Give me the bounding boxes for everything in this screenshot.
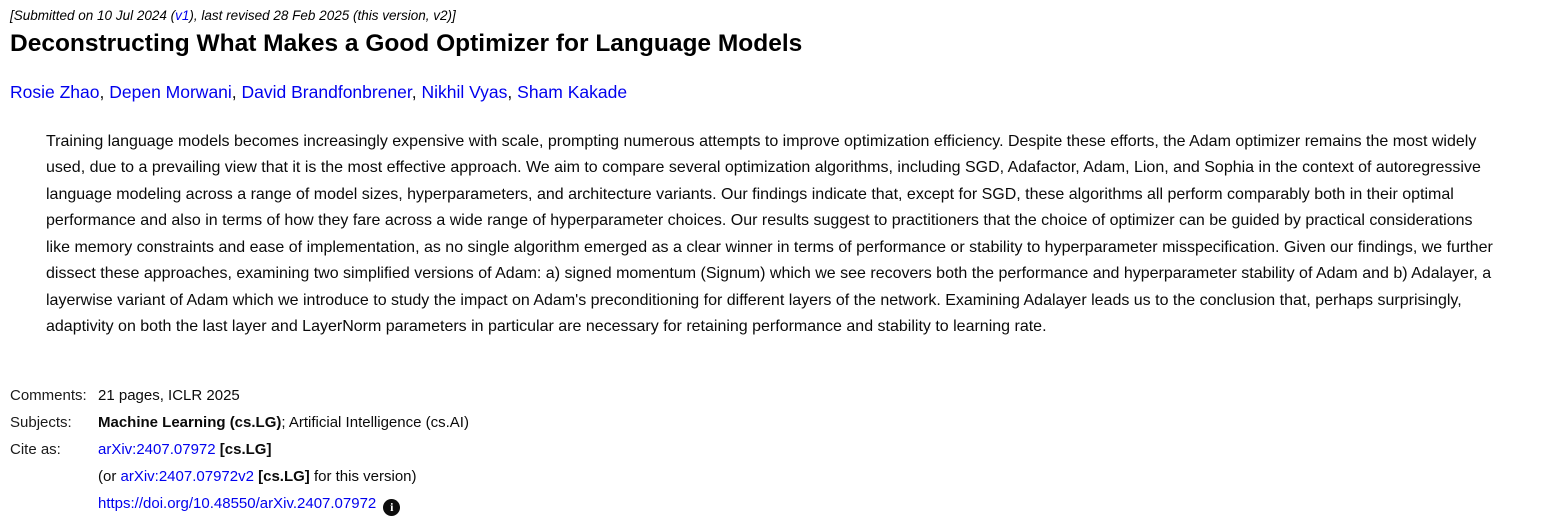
dateline-prefix: [Submitted on 10 Jul 2024 ( — [10, 8, 176, 23]
cite-version-suffix: for this version) — [309, 467, 417, 485]
dateline-suffix: ), last revised 28 Feb 2025 (this version, v2)] — [189, 8, 456, 23]
info-icon[interactable]: i — [383, 499, 400, 516]
author-separator: , — [231, 81, 242, 102]
comments-row — [10, 387, 469, 414]
abstract-text: Training language models becomes increasingly expensive with scale, prompting numerous attempts to improve optimization efficiency. Despite these efforts, the Adam optimizer remains the most widely used, due to a prevailing view that it is the most effective approach. We aim to compare several optimization algorithms, including SGD, Adafactor, Adam, Lion, and Sophia in the context of autoregressive language modeling across a range of model sizes, hyperparameters, and architecture variants. Our findings indicate that, except for SGD, these algorithms all perform comparably both in their optimal performance and also in terms of how they fare across a wide range of hyperparameter choices. Our results suggest to practitioners that the choice of optimizer can be guided by practical considerations like memory constraints and ease of implementation, as no single algorithm emerged as a clear winner in terms of performance or stability to hyperparameter misspecification. Given our findings, we further dissect these approaches, examining two simplified versions of Adam: a) signed momentum (Signum) which we see recovers both the performance and hyperparameter stability of Adam and b) Adalayer, a layerwise variant of Adam which we introduce to study the impact on Adam's preconditioning for different layers of the network. Examining Adalayer leads us to the conclusion that, perhaps surprisingly, adaptivity on both the last layer and LayerNorm parameters in particular are necessary for retaining performance and stability to learning rate. — [46, 132, 1493, 336]
v1-link[interactable]: v1 — [175, 8, 190, 23]
subjects-row — [10, 414, 469, 441]
cite-version-prefix: (or — [98, 467, 121, 485]
author-link-david-brandfonbrener[interactable]: David Brandfonbrener — [241, 81, 412, 102]
cite-as-row — [10, 441, 469, 468]
cite-category: [cs.LG] — [219, 440, 272, 458]
author-link-depen-morwani[interactable]: Depen Morwani — [109, 81, 232, 102]
authors-line — [10, 82, 1552, 103]
arxiv-id-link[interactable]: arXiv:2407.07972 — [98, 440, 216, 458]
author-link-sham-kakade[interactable]: Sham Kakade — [517, 81, 628, 102]
subjects-value — [98, 414, 469, 441]
cite-as-label: Cite as: — [10, 440, 61, 458]
secondary-subjects: ; Artificial Intelligence (cs.AI) — [281, 413, 469, 431]
author-link-rosie-zhao[interactable]: Rosie Zhao — [10, 81, 100, 102]
cite-version-label-spacer — [10, 468, 98, 495]
doi-label-spacer — [10, 495, 98, 525]
doi-value — [98, 495, 469, 525]
cite-version-category: [cs.LG] — [258, 467, 310, 485]
submission-history — [10, 8, 1552, 23]
author-separator: , — [99, 81, 110, 102]
comments-value: 21 pages, ICLR 2025 — [98, 386, 240, 404]
doi-link[interactable]: https://doi.org/10.48550/arXiv.2407.07972 — [98, 494, 377, 512]
author-link-nikhil-vyas[interactable]: Nikhil Vyas — [421, 81, 508, 102]
author-separator: , — [411, 81, 422, 102]
paper-title: Deconstructing What Makes a Good Optimizer for Language Models — [10, 30, 803, 57]
comments-label: Comments: — [10, 386, 87, 404]
subjects-label: Subjects: — [10, 413, 72, 431]
primary-subject: Machine Learning (cs.LG) — [98, 413, 282, 431]
cite-version-row — [10, 468, 469, 495]
author-separator: , — [507, 81, 518, 102]
cite-version-value — [98, 468, 469, 495]
arxiv-version-link[interactable]: arXiv:2407.07972v2 — [120, 467, 254, 485]
metadata-table — [10, 387, 469, 525]
doi-row — [10, 495, 469, 525]
cite-as-value — [98, 441, 469, 468]
